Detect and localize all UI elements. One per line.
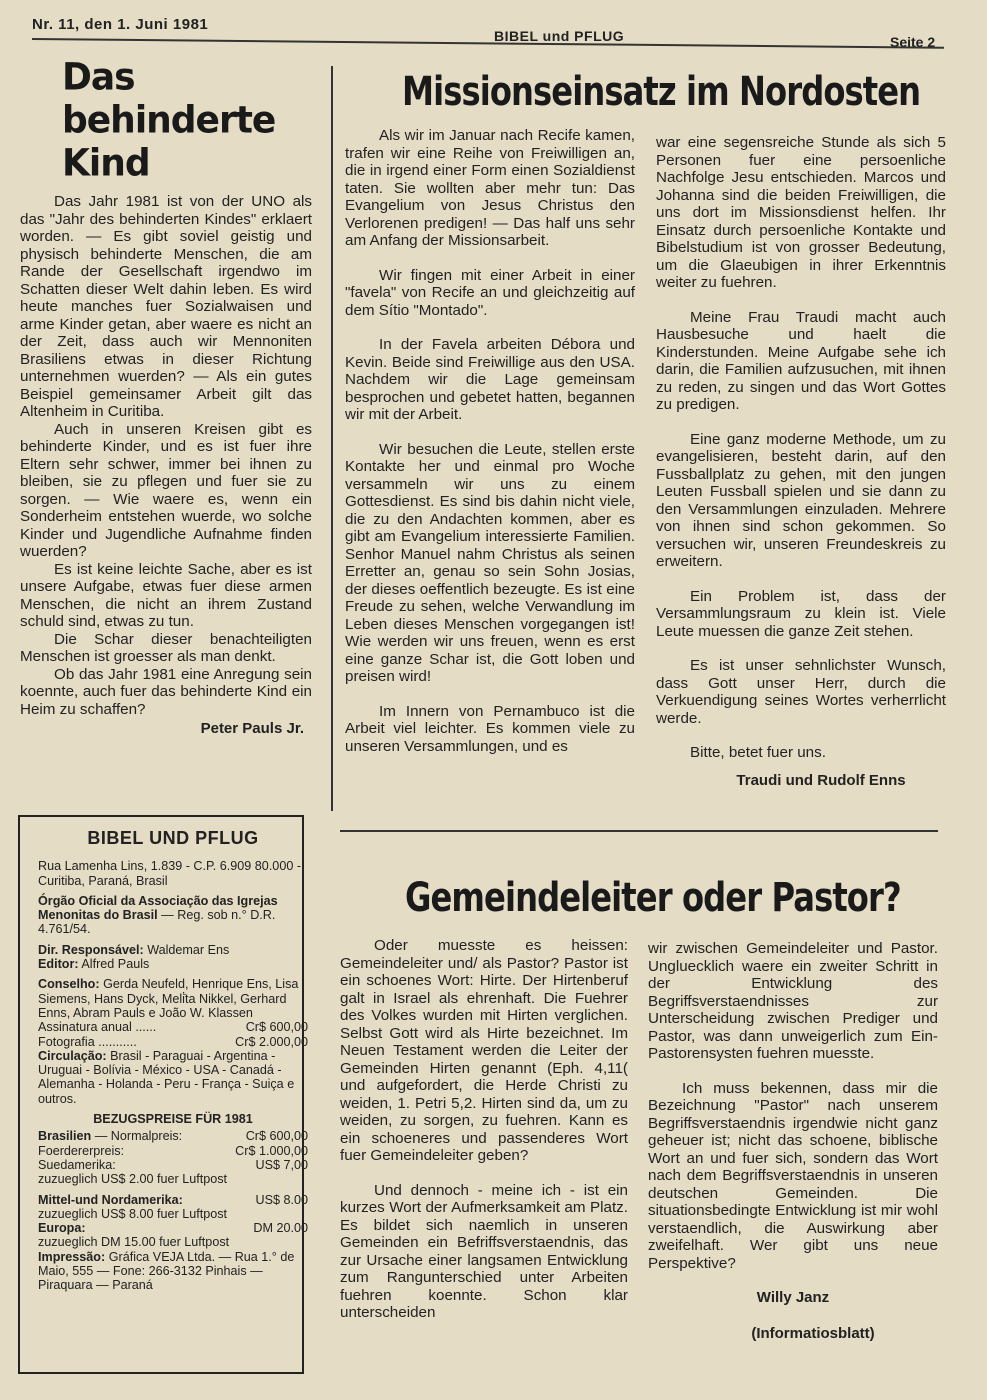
impressum-council <box>38 977 308 1020</box>
paragraph: Eine ganz moderne Methode, um zu evangelisieren, besteht darin, auf den Fussballplatz zu gehen, mit den jungen Leuten Fussball spielen und sie dann zu den Versammlungen einzuladen. Mehrere von ihnen sind schon gekommen. So versuchen wir, unseren Freundeskreis zu erweitern. <box>656 430 946 570</box>
mittel-label: Mittel-und Nordamerika: <box>38 1192 183 1207</box>
printer-info: Gráfica VEJA Ltda. — Rua 1.° de Maio, 555 — Fone: 266-3132 Pinhais — Piraquara — Paraná <box>38 1249 295 1293</box>
article1-title-line: behinderte <box>62 99 276 143</box>
paragraph: Ich muss bekennen, dass mir die Bezeichnung "Pastor" nach unserem Begriffsverstaendnis irgendwie nicht ganz geheuer ist; nicht das schoene, biblische Wort an und fuer sich, sondern das Wort nach dem Begriffsverstaendnis in unseren deutschen Gemeinden. Die situationsbedingte Entwicklung ist mir wohl verstaendlich, die Auswirkung aber zweifelhaft. Wer gibt uns neue Perspektive? <box>648 1079 938 1272</box>
brasil-row <box>38 1129 308 1143</box>
circulation-label: Circulação: <box>38 1048 107 1063</box>
subscription-row <box>38 1020 308 1034</box>
editor-name: Alfred Pauls <box>81 957 150 972</box>
foerderer-row <box>38 1144 308 1158</box>
paragraph: Im Innern von Pernambuco ist die Arbeit viel leichter. Es kommen viele zu unseren Versammlungen, und es <box>345 702 635 755</box>
photo-label: Fotografia ........... <box>38 1034 137 1049</box>
paragraph: Meine Frau Traudi macht auch Hausbesuche und haelt die Kinderstunden. Meine Aufgabe sehe ich darin, die Familien aufzusuchen, mit ihnen zu reden, zu singen und das Wort Gottes zu predigen. <box>656 308 946 413</box>
brasil-label: Brasilien <box>38 1129 92 1144</box>
europa-value: DM 20.00 <box>253 1221 308 1236</box>
paragraph: Wir besuchen die Leute, stellen erste Kontakte her und einmal pro Woche versammeln wir uns zu einem Gottesdienst. Es sind bis dahin nicht viele, die zu den Andachten kommen, aber es gibt am Evangelium interessierte Familien. Senhor Manuel nahm Christus als seinen Erretter an, genau so sein Sohn Josias, der dieses oeffentlich bezeugte. Es ist eine Freude zu sehen, welche Verwandlung im Leben dieses Menschen vorgegangen ist! Wie werden wir uns freuen, wenn es erst eine ganze Schar ist, die Gott loben und preisen wird! <box>345 440 635 685</box>
article3-source: (Informatiosblatt) <box>751 1324 875 1342</box>
mittel-row <box>38 1193 308 1207</box>
paragraph: Es ist keine leichte Sache, aber es ist unsere Aufgabe, etwas fuer diese armen Menschen, die nicht an ihrem Zustand schuld sind, etwas zu tun. <box>20 560 312 630</box>
impressum-content <box>38 817 308 1293</box>
director-name: Waldemar Ens <box>147 942 230 957</box>
article3-author: Willy Janz <box>756 1289 830 1306</box>
foerderer-value: Cr$ 1.000,00 <box>235 1143 308 1158</box>
issue-number: Nr. 11, den 1. Juni 1981 <box>32 16 209 33</box>
impressum-box <box>18 815 308 1374</box>
paragraph: Und dennoch - meine ich - ist ein kurzes Wort der Aufmerksamkeit am Platz. Es bildet sich naemlich in unseren Gemeinden ein Befriffsverstaendnis, das zur Ursache einer langsamen Entwicklung zum Rangunterschied unter Arbeiten fuehren koennte. Schon klar unterscheiden <box>340 1181 628 1321</box>
council-label: Conselho: <box>38 977 100 992</box>
paragraph: In der Favela arbeiten Débora und Kevin. Beide sind Freiwillige aus den USA. Nachdem wir die Lage gemeinsam besprochen und gebetet hatten, begannen wir mit der Arbeit. <box>345 336 635 423</box>
column-divider <box>331 66 333 811</box>
article2-author: Traudi und Rudolf Enns <box>736 771 906 789</box>
mittel-note: zuzueglich US$ 8.00 fuer Luftpost <box>38 1206 228 1221</box>
brasil-normal-value: Cr$ 600,00 <box>245 1129 308 1144</box>
article1-title-line: Kind <box>62 142 150 186</box>
page-number: Seite 2 <box>890 34 936 50</box>
paragraph: wir zwischen Gemeindeleiter und Pastor. Ungluecklich waere ein zweiter Schritt in der Entwicklung des Begriffsverstaendnisses zur Unterscheidung zwischen Prediger und Pastor, was dann unweigerlich zum Ein-Pastorensysten fuehren muesste. <box>648 940 938 1062</box>
sued-row <box>38 1158 308 1172</box>
impressum-circulation <box>38 1049 308 1106</box>
impressum-printer <box>38 1250 308 1293</box>
article2-title: Missionseinsatz im Nordosten <box>402 69 921 116</box>
paragraph: Als wir im Januar nach Recife kamen, trafen wir eine Reihe von Freiwilligen an, die in irgend einer Form einen Sozialdienst taten. Sie wollten aber mehr tun: Das Evangelium von Jesus Christus den Verlorenen predigen! — Das half uns sehr am Anfang der Missionsarbeit. <box>345 127 635 249</box>
article3-col1 <box>340 937 628 1339</box>
sued-label: Suedamerika: <box>38 1157 116 1172</box>
print-label: Impressão: <box>38 1249 106 1264</box>
paragraph: war eine segensreiche Stunde als sich 5 Personen fuer eine persoenliche Nachfolge Jesu entschieden. Marcos und Johanna sind die beiden Freiwilligen, die uns dort im Missionsdienst helfen. Ihr Einsatz durch persoenliche Kontakte und Bibelstudium ist von grosser Bedeutung, um die Glaeubigen in ihrer Erkenntnis weiter zu fuehren. <box>656 134 946 291</box>
paragraph: Wir fingen mit einer Arbeit in einer "favela" von Recife an und gleichzeitig auf dem Sítio "Montado". <box>345 266 635 319</box>
impressum-director <box>38 943 308 957</box>
paragraph: Ein Problem ist, dass der Versammlungsraum zu klein ist. Viele Leute muessen die ganze Zeit stehen. <box>656 587 946 640</box>
photo-row <box>38 1035 308 1049</box>
paragraph: Das Jahr 1981 ist von der UNO als das "Jahr des behinderten Kindes" erklaert worden. — Es gibt soviel geistig und physisch behinderte Menschen, die am Rande der Gesellschaft irgendwo im Schatten dieser Welt dahin leben. Es wird heute manches fuer Sozialwaisen und arme Kinder getan, aber waere es nicht an der Zeit, dass auch wir Mennoniten Brasiliens etwas in dieser Richtung unternehmen wuerden? — Als ein gutes Beispiel gemeinsamer Arbeit gilt das Altenheim in Curitiba. <box>20 193 312 420</box>
editor-label: Editor: <box>38 957 79 972</box>
article2-col1 <box>345 127 635 772</box>
article1-body <box>20 193 312 738</box>
impressum-title: BIBEL UND PFLUG <box>87 828 259 848</box>
impressum-editor <box>38 957 308 971</box>
council-names: Gerda Neufeld, Henrique Ens, Lisa Siemens, Hans Dyck, Meli̇̇ta Nikkel, Gerhard Enns, Abram Pauls e João W. Klassen <box>38 977 299 1020</box>
article-divider <box>340 830 938 832</box>
article1-title <box>62 56 275 185</box>
impressum-organ <box>38 894 308 937</box>
paragraph: Die Schar dieser benachteiligten Menschen ist groesser als man denkt. <box>20 630 312 665</box>
photo-value: Cr$ 2.000,00 <box>235 1034 308 1049</box>
article3-col2 <box>648 940 938 1342</box>
article2-col2 <box>656 134 946 789</box>
prices-title: BEZUGSPREISE FÜR 1981 <box>93 1112 253 1127</box>
director-label: Dir. Responsável: <box>38 942 144 957</box>
paragraph: Es ist unser sehnlichster Wunsch, dass Gott unser Herr, durch die Verkuendigung seines Wortes verherrlicht werde. <box>656 657 946 727</box>
article1-author: Peter Pauls Jr. <box>200 720 304 737</box>
circulation-countries: Brasil - Paraguai - Argentina - Uruguai - Bolívia - México - USA - Canadá - Alemanha - Holanda - Peru - França - Suiça e outros. <box>38 1048 295 1106</box>
subscription-value: Cr$ 600,00 <box>245 1020 308 1035</box>
europa-note: zuzueglich DM 15.00 fuer Luftpost <box>38 1235 230 1250</box>
europa-label: Europa: <box>38 1221 86 1236</box>
sued-note: zuzueglich US$ 2.00 fuer Luftpost <box>38 1172 228 1187</box>
europa-row <box>38 1221 308 1235</box>
publication-name: BIBEL und PFLUG <box>494 28 625 44</box>
article1-title-line: Das <box>62 56 135 100</box>
paragraph: Ob das Jahr 1981 eine Anregung sein koennte, auch fuer das behinderte Kind ein Heim zu schaffen? <box>20 665 312 718</box>
foerderer-label: Foerdererpreis: <box>38 1143 125 1158</box>
organ-reg: — Reg. sob n.° D.R. 4.761/54. <box>38 908 276 937</box>
article3-title: Gemeindeleiter oder Pastor? <box>405 875 901 922</box>
paragraph: Bitte, betet fuer uns. <box>690 744 826 761</box>
brasil-normal: — Normalpreis: <box>94 1129 183 1144</box>
mittel-value: US$ 8.00 <box>255 1192 308 1207</box>
paragraph: Auch in unseren Kreisen gibt es behinderte Kinder, und es ist fuer ihre Eltern sehr schwer, immer bei ihnen zu bleiben, sie zu pflegen und fuer sie zu sorgen. — Wie waere es, wenn ein Sonderheim entstehen wuerde, wo solche Kinder und Jugendliche Aufnahme finden wuerden? <box>20 420 312 560</box>
sued-value: US$ 7,00 <box>255 1157 308 1172</box>
header-rule <box>32 38 944 49</box>
organ-label: Órgão Oficial da Associação das Igrejas Menonitas do Brasil <box>38 893 278 923</box>
impressum-address: Rua Lamenha Lins, 1.839 - C.P. 6.909 80.000 - Curitiba, Paraná, Brasil <box>38 859 302 888</box>
paragraph: Oder muesste es heissen: Gemeindeleiter und/ als Pastor? Pastor ist ein schoenes Wort: Hirte. Der Hirtenberuf galt in Israel als ehrenhaft. Die Fuehrer des Volkes wurden mit Hirten verglichen. Selbst Gott wird als Hirte bezeichnet. Im Neuen Testament werden die Leiter der Gemeinden Hirten genannt (Eph. 4,11( und aufgefordert, die Herde Christi zu weiden, 1. Petri 5,2. Hirten sind da, um zu weiden, zu sorgen, zu fuehren. Kann es ein schoeneres und passenderes Wort fuer Gemeindeleiter geben? <box>340 937 628 1164</box>
subscription-label: Assinatura anual ...... <box>38 1020 157 1035</box>
